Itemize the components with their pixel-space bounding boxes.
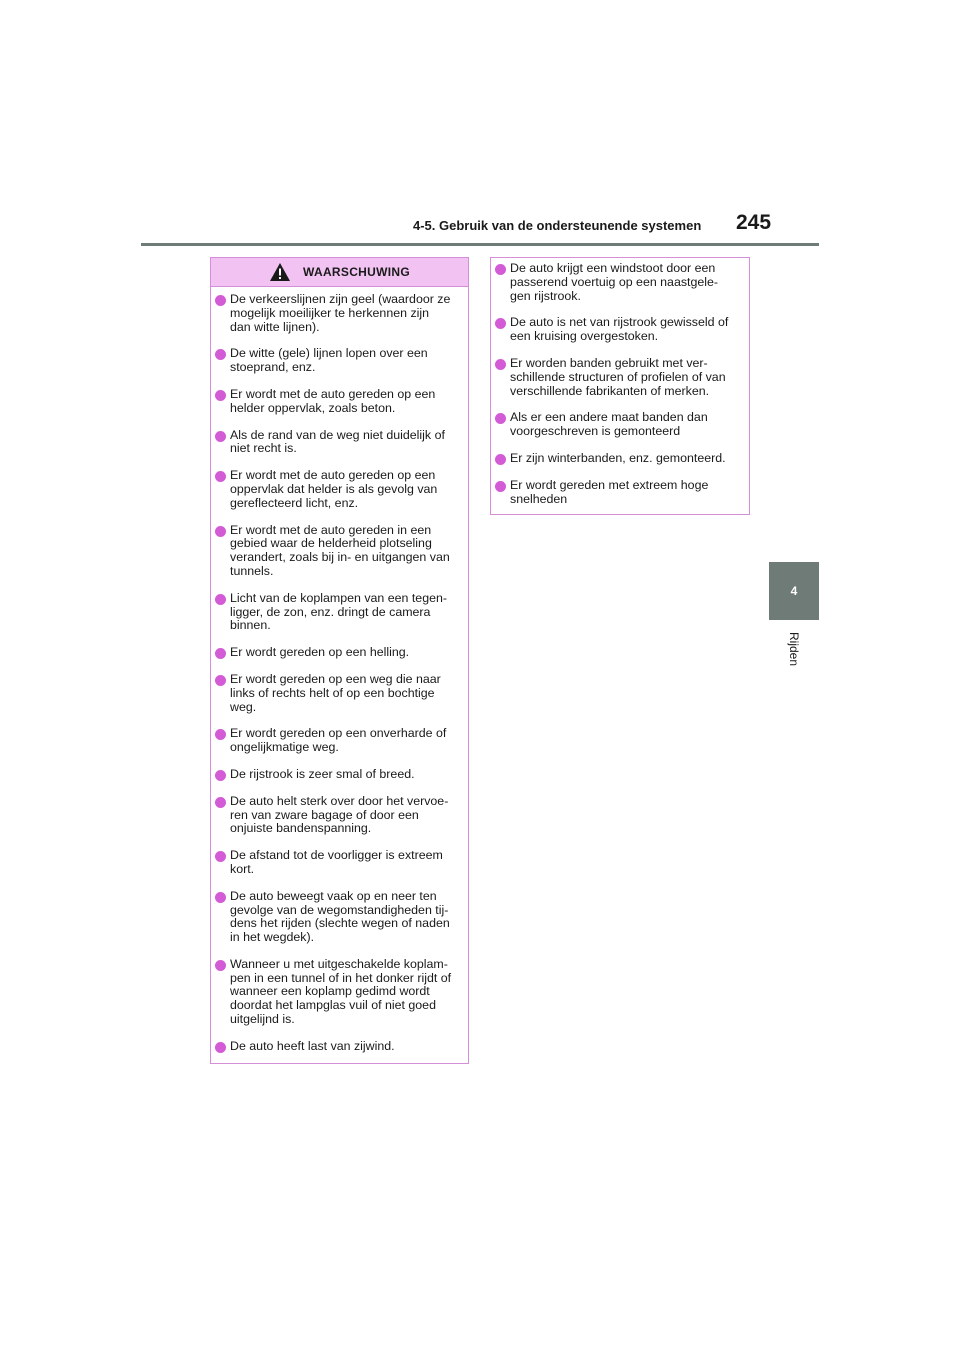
bullet-icon xyxy=(495,318,506,329)
list-item xyxy=(211,1040,460,1054)
list-item xyxy=(211,958,460,1027)
bullet-icon xyxy=(215,892,226,903)
warning-box-right xyxy=(490,257,750,515)
list-item-text: De auto heeft last van zijwind. xyxy=(230,1038,395,1053)
list-item-text: Er wordt met de auto gereden op een oppervlak dat helder is als gevolg van gereflecteerd licht, enz. xyxy=(230,468,438,510)
warning-triangle-icon xyxy=(269,262,291,282)
warning-header xyxy=(211,258,468,287)
list-item xyxy=(491,479,741,507)
bullet-icon xyxy=(215,390,226,401)
list-item-text: De auto is net van rijstrook gewisseld of een kruising overgestoken. xyxy=(510,315,729,344)
list-item-text: Als de rand van de weg niet duidelijk of niet recht is. xyxy=(230,427,445,456)
list-item xyxy=(211,849,460,877)
list-item xyxy=(211,727,460,755)
bullet-icon xyxy=(215,960,226,971)
list-item xyxy=(211,646,460,660)
list-item xyxy=(211,429,460,457)
bullet-icon xyxy=(215,851,226,862)
header-divider xyxy=(141,243,819,246)
list-item-text: Er wordt gereden op een weg die naar links of rechts helt of op een bochtige weg. xyxy=(230,671,441,714)
bullet-icon xyxy=(215,770,226,781)
list-item xyxy=(211,673,460,714)
list-item xyxy=(211,795,460,836)
bullet-icon xyxy=(215,797,226,808)
chapter-number: 4 xyxy=(790,584,798,598)
list-item xyxy=(491,316,741,344)
list-item-text: De rijstrook is zeer smal of breed. xyxy=(230,766,415,781)
bullet-icon xyxy=(215,526,226,537)
list-item-text: De witte (gele) lijnen lopen over een stoeprand, enz. xyxy=(230,346,428,375)
list-item-text: Er wordt gereden met extreem hoge snelheden xyxy=(510,477,709,506)
list-item xyxy=(211,592,460,633)
list-item xyxy=(211,347,460,375)
list-item-text: Als er een andere maat banden dan voorgeschreven is gemonteerd xyxy=(510,410,708,439)
chapter-tab xyxy=(769,562,819,620)
list-item xyxy=(211,469,460,510)
list-item-text: Licht van de koplampen van een tegen- ligger, de zon, enz. dringt de camera binnen. xyxy=(230,590,447,633)
list-item xyxy=(491,411,741,439)
list-item xyxy=(491,452,741,466)
list-item-text: De afstand tot de voorligger is extreem kort. xyxy=(230,848,443,876)
list-item xyxy=(491,357,741,398)
bullet-icon xyxy=(215,594,226,605)
list-item xyxy=(211,524,460,579)
bullet-icon xyxy=(215,648,226,659)
list-item-text: Wanneer u met uitgeschakelde koplam- pen in een tunnel of in het donker rijdt of wanneer een koplamp gedimd wordt doordat het lampglas vuil of niet goed uitgelijnd is. xyxy=(230,956,452,1027)
list-item-text: Er wordt gereden op een onverharde of ongelijkmatige weg. xyxy=(230,726,447,755)
list-item-text: Er zijn winterbanden, enz. gemonteerd. xyxy=(510,450,726,465)
chapter-label: Rijden xyxy=(787,632,801,667)
warning-list-left xyxy=(211,287,468,1054)
warning-list-right xyxy=(491,258,749,506)
bullet-icon xyxy=(495,359,506,370)
warning-title: WAARSCHUWING xyxy=(303,265,410,279)
bullet-icon xyxy=(495,413,506,424)
list-item xyxy=(211,293,460,334)
list-item-text: De auto helt sterk over door het vervoe- ren van zware bagage of door een onjuiste bandenspanning. xyxy=(230,793,449,836)
list-item xyxy=(211,768,460,782)
list-item-text: Er wordt gereden op een helling. xyxy=(230,645,410,660)
bullet-icon xyxy=(215,729,226,740)
bullet-icon xyxy=(495,454,506,465)
list-item-text: Er worden banden gebruikt met ver- schillende structuren of profielen of van verschillende fabrikanten of merken. xyxy=(510,355,726,398)
list-item xyxy=(211,890,460,945)
warning-box-left xyxy=(210,257,469,1064)
bullet-icon xyxy=(215,675,226,686)
bullet-icon xyxy=(215,295,226,306)
list-item-text: De auto beweegt vaak op en neer ten gevolge van de wegomstandigheden tij- dens het rijden (slechte wegen of naden in het wegdek). xyxy=(230,888,450,945)
section-title: 4-5. Gebruik van de ondersteunende systemen xyxy=(413,218,702,233)
bullet-icon xyxy=(215,431,226,442)
bullet-icon xyxy=(495,481,506,492)
list-item-text: De verkeerslijnen zijn geel (waardoor ze mogelijk moeilijker te herkennen zijn dan witte lijnen). xyxy=(230,292,451,334)
bullet-icon xyxy=(215,1042,226,1053)
list-item-text: De auto krijgt een windstoot door een passerend voertuig op een naastgele- gen rijstrook. xyxy=(510,261,719,303)
page-number: 245 xyxy=(736,211,772,234)
list-item-text: Er wordt met de auto gereden in een gebied waar de helderheid plotseling verandert, zoals bij in- en uitgangen van tunnels. xyxy=(230,522,450,578)
list-item xyxy=(211,388,460,416)
bullet-icon xyxy=(215,349,226,360)
list-item-text: Er wordt met de auto gereden op een helder oppervlak, zoals beton. xyxy=(230,386,436,415)
bullet-icon xyxy=(215,471,226,482)
list-item xyxy=(491,262,741,303)
bullet-icon xyxy=(495,264,506,275)
